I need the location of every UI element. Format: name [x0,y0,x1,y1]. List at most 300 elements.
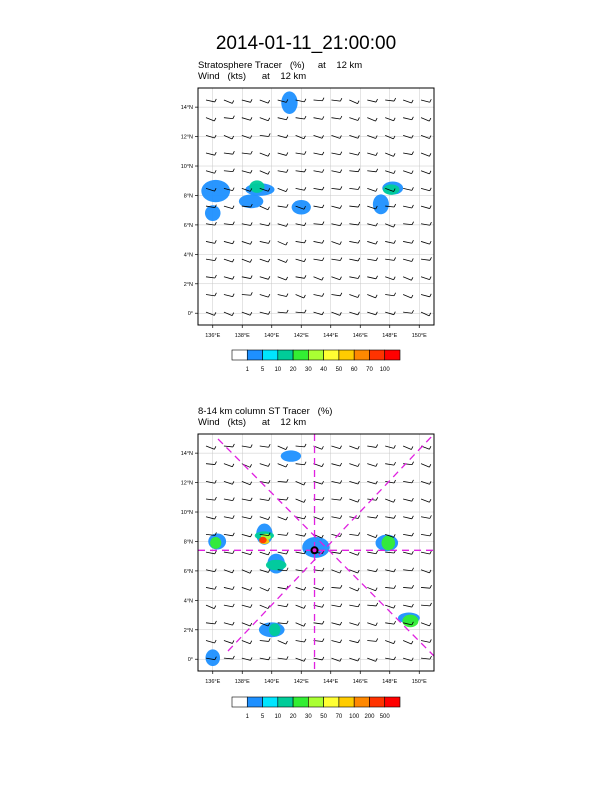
wind-barb [421,312,429,316]
wind-barb-flag [430,188,432,191]
wind-barb-flag [394,462,396,465]
wind-barb-flag [322,152,324,155]
wind-barb-flag [340,515,342,518]
wind-barb [260,552,269,555]
wind-barb-flag [429,570,431,573]
wind-barb [421,570,429,573]
wind-barb-flag [340,152,342,155]
wind-barb-flag [394,277,396,280]
wind-barb-flag [250,241,252,244]
wind-barb [349,534,358,535]
wind-barb-flag [305,151,307,154]
wind-barb-flag [286,277,288,280]
wind-barb-flag [286,517,288,520]
wind-barb [206,640,215,643]
lat-tick-label: 8°N [183,539,193,546]
lat-tick-label: 6°N [183,222,193,229]
wind-barb [296,135,304,138]
wind-barb [331,640,340,642]
wind-barb [367,605,376,606]
wind-barb [206,312,214,315]
wind-barb [206,517,215,519]
wind-barb-flag [233,444,235,447]
wind-barb-flag [376,241,378,244]
colorbar-label: 20 [289,367,297,373]
wind-barb-flag [268,517,270,520]
wind-barb [242,534,251,536]
wind-barb-flag [394,293,396,296]
wind-barb [367,118,375,121]
wind-barb-flag [322,497,324,500]
wind-barb [403,100,411,103]
wind-barb [385,100,394,101]
wind-barb-flag [268,207,270,210]
wind-barb [403,552,412,554]
wind-barb-flag [358,552,360,555]
wind-barb [224,517,233,519]
wind-barb-flag [358,570,360,573]
wind-barb [260,499,269,500]
wind-barb-flag [430,257,432,260]
wind-barb-flag [430,585,432,588]
wind-barb-flag [268,259,270,262]
wind-barb [403,277,411,280]
wind-barb-flag [268,276,270,279]
wind-barb-flag [340,534,342,537]
wind-barb [385,277,394,280]
wind-barb-flag [412,604,414,607]
wind-barb [296,552,305,554]
map-panel-1 [181,88,434,339]
wind-barb [367,640,376,641]
colorbar-swatch [385,697,400,707]
lon-tick-label: 146°E [352,679,368,685]
wind-barb-flag [412,187,414,190]
wind-barb-flag [430,294,432,297]
main-title: 2014-01-11_21:00:00 [215,33,397,54]
colorbar-swatch [324,350,339,360]
colorbar-swatch [232,350,247,360]
wind-barb-flag [233,586,235,589]
wind-barb [331,312,339,315]
wind-barb-flag [250,641,252,644]
wind-barb-flag [411,295,413,298]
wind-barb-flag [286,117,288,120]
wind-barb-flag [376,588,378,591]
wind-barb [349,294,357,297]
wind-barb-flag [269,223,271,226]
tracer-contour [266,560,287,570]
wind-barb [331,570,339,573]
colorbar-swatch [339,697,354,707]
wind-barb [314,294,323,296]
wind-barb-flag [358,186,360,189]
wind-barb [206,259,215,260]
wind-barb [278,118,287,120]
wind-barb [421,552,430,554]
wind-barb [242,294,251,295]
wind-barb [242,446,251,448]
wind-barb [260,517,269,520]
wind-barb-flag [286,260,288,263]
wind-barb [331,153,340,155]
wind-barb [403,153,412,155]
wind-barb-flag [340,98,342,101]
tracer-contour [382,536,396,551]
wind-barb [296,312,305,313]
wind-barb [206,464,215,465]
wind-barb [403,534,412,536]
wind-barb-flag [376,153,378,156]
wind-barb-flag [322,568,324,571]
wind-barb-flag [412,240,414,243]
wind-barb-flag [358,658,360,661]
wind-barb-flag [233,116,235,119]
wind-barb-flag [304,240,306,243]
wind-barb [349,277,358,279]
wind-barb-flag [250,587,252,590]
wind-barb [224,623,233,625]
wind-barb [296,464,305,465]
wind-barb-flag [358,275,360,278]
wind-barb-flag [233,241,235,244]
wind-barb-flag [268,588,270,591]
wind-barb [331,171,340,173]
wind-barb-flag [429,464,431,467]
wind-barb-flag [304,516,306,519]
wind-barb [206,241,215,243]
wind-barb [367,312,376,315]
wind-barb-flag [322,222,324,225]
colorbar-1 [232,350,400,373]
wind-barb-flag [322,464,324,467]
wind-barb [421,277,430,280]
wind-barb [421,100,430,102]
lat-tick-label: 8°N [183,193,193,200]
wind-barb [260,206,268,210]
wind-barb-flag [376,169,378,172]
wind-barb [278,623,287,624]
wind-barb-flag [251,276,253,279]
wind-barb-flag [215,275,217,278]
wind-barb [385,224,393,227]
wind-barb-flag [268,100,270,103]
wind-barb [349,658,358,661]
wind-barb-flag [358,588,360,591]
wind-barb [278,206,287,207]
wind-barb [385,552,394,553]
wind-barb [331,623,340,625]
wind-barb-flag [322,277,324,280]
wind-barb [242,481,250,484]
wind-barb [367,188,375,191]
colorbar-label: 5 [260,367,265,373]
colorbar-swatch [339,350,354,360]
wind-barb-flag [304,116,306,119]
wind-barb-flag [429,499,431,502]
wind-barb [206,552,215,554]
wind-barb [260,605,268,608]
wind-barb-flag [251,498,253,501]
wind-barb [260,259,269,262]
wind-barb-flag [376,223,378,226]
wind-barb [403,241,412,243]
colorbar-label: 200 [364,714,375,720]
lon-tick-label: 144°E [323,679,339,685]
wind-barb [224,153,233,154]
wind-barb-flag [376,295,378,298]
colorbar-label: 20 [289,714,297,720]
wind-barb [367,464,376,467]
colorbar-swatch [385,350,400,360]
wind-barb-flag [286,641,288,644]
lon-tick-label: 140°E [264,679,280,685]
wind-barb [296,171,305,172]
colorbar-label: 10 [274,714,282,720]
wind-barb [242,499,251,501]
wind-barb-flag [214,446,216,449]
wind-barb-flag [394,118,396,121]
wind-barb-flag [214,606,216,609]
wind-barb [349,446,357,449]
wind-barb-flag [358,117,360,120]
wind-barb [242,587,251,590]
colorbar-swatch [263,697,278,707]
wind-barb [349,259,358,261]
wind-barb [278,446,286,450]
wind-barb [349,640,358,642]
wind-barb-flag [251,170,253,173]
tracer-contour [281,91,297,114]
colorbar-swatch [232,697,247,707]
wind-barb-flag [358,604,360,607]
wind-barb [421,188,430,190]
wind-barb [349,188,358,189]
wind-barb [421,605,430,606]
lon-tick-label: 142°E [293,679,309,685]
wind-barb [224,552,233,553]
wind-barb-flag [358,463,360,466]
lat-tick-label: 10°N [180,164,193,171]
lon-tick-label: 138°E [234,333,250,339]
wind-barb [242,241,251,244]
wind-barb-flag [394,585,396,588]
wind-barb [349,605,358,607]
wind-barb-flag [287,532,289,535]
panel1-title-line2: Wind (kts) at 12 km [198,71,307,82]
wind-barb [367,623,376,626]
lat-tick-label: 12°N [180,480,193,487]
wind-barb-flag [250,482,252,485]
wind-barb [278,312,287,313]
wind-barbs [206,98,431,316]
wind-barb-flag [340,116,342,119]
wind-barb [331,294,340,295]
wind-barb [403,517,412,519]
storm-center-dot [313,548,317,552]
wind-barb-flag [376,658,378,661]
colorbar-swatch [308,350,323,360]
wind-barb-flag [429,118,431,121]
wind-barb-flag [232,570,234,573]
wind-barb [224,499,233,501]
wind-barb-flag [322,240,324,243]
wind-barb-flag [411,446,413,449]
wind-barb [224,241,233,243]
wind-barb-flag [251,445,253,448]
wind-barb-flag [269,638,271,641]
wind-barb-flag [215,293,217,296]
wind-barb [242,224,251,226]
wind-barb [206,100,215,102]
wind-barb [314,241,323,243]
wind-barb-flag [340,277,342,280]
wind-barb-flag [286,464,288,467]
wind-barb [242,552,251,555]
wind-barb-flag [233,222,235,225]
colorbar-label: 50 [335,367,343,373]
tracer-contour [281,450,301,461]
wind-barb-flag [376,444,378,447]
wind-barb [367,658,375,661]
wind-barb-flag [304,187,306,190]
wind-barb [385,171,394,174]
wind-barb [331,277,340,280]
wind-barb-flag [376,497,378,500]
wind-barb [349,171,358,172]
wind-barb-flag [233,604,235,607]
colorbar-swatch [369,350,384,360]
wind-barb [367,534,375,537]
wind-barb-flag [233,622,235,625]
wind-barb [349,153,358,155]
tracer-contour [269,623,280,636]
colorbar-swatch [354,697,369,707]
wind-barb-flag [250,312,252,315]
lon-tick-label: 144°E [323,333,339,339]
wind-barb-flag [232,464,234,467]
wind-barb [314,171,323,173]
wind-barb-flag [394,240,396,243]
wind-barb-flag [287,656,289,659]
colorbar-label: 70 [366,367,373,373]
wind-barb-flag [412,222,414,225]
wind-barb-flag [304,658,306,661]
wind-barb [206,587,215,589]
wind-barb-flag [394,445,396,448]
lat-tick-label: 12°N [180,134,193,141]
wind-barb [367,294,375,297]
wind-barb [260,100,268,103]
wind-barb [296,658,304,661]
tracer-contour [205,649,220,666]
wind-barb [242,312,250,315]
wind-barb-flag [304,275,306,278]
wind-barb [421,499,429,502]
wind-barb [314,587,323,590]
wind-barb [296,118,305,119]
wind-barb-flag [322,116,324,119]
wind-barb [278,481,287,482]
wind-barb [224,135,232,139]
wind-barb [367,259,376,261]
wind-barb-flag [233,656,235,659]
wind-barb-flag [287,621,289,624]
wind-barb-flag [429,135,431,138]
wind-barb [331,517,340,519]
panel2-title-line2: Wind (kts) at 12 km [198,417,307,428]
wind-barb-flag [430,639,432,642]
wind-barb [242,623,250,626]
wind-barb-flag [250,135,252,138]
wind-barb [278,464,286,467]
wind-barb [331,552,340,553]
wind-barb [296,277,305,279]
wind-barb [331,464,340,466]
wind-barb-flag [394,204,396,207]
wind-barb-flag [412,568,414,571]
wind-barb-flag [233,533,235,536]
wind-barb-flag [430,533,432,536]
wind-barb-flag [340,622,342,625]
lon-tick-label: 148°E [382,679,398,685]
wind-barb [242,259,250,262]
wind-barb-flag [340,463,342,466]
wind-barb [242,153,251,154]
wind-barb-flag [268,294,270,297]
wind-barb [260,171,268,175]
wind-barb [385,499,393,502]
wind-barb [314,153,323,155]
wind-barb [421,171,429,174]
wind-barb-flag [268,153,270,156]
wind-barbs [206,444,432,661]
colorbar-swatch [293,350,308,360]
wind-barb [349,552,357,555]
wind-barb [421,640,430,642]
wind-barb [224,294,233,296]
wind-barb-flag [251,534,253,537]
wind-barb-flag [412,310,414,313]
wind-barb-flag [358,204,360,207]
wind-barb [260,446,269,447]
tracer-contour [201,180,230,202]
panel2-title-line1: 8-14 km column ST Tracer (%) [198,406,333,417]
wind-barb-flag [233,188,235,191]
wind-barb-flag [250,552,252,555]
wind-barb-flag [322,293,324,296]
wind-barb-flag [304,295,306,298]
wind-barb [367,552,376,554]
wind-barb [206,277,215,278]
wind-barb-flag [251,604,253,607]
colorbar-swatch [278,350,293,360]
wind-barb-flag [287,169,289,172]
wind-barb-flag [340,640,342,643]
wind-barb-flag [412,516,414,519]
wind-barb [278,171,287,173]
wind-barb [296,640,305,641]
wind-barb-flag [304,136,306,139]
wind-barb-flag [304,499,306,502]
wind-barb-flag [358,240,360,243]
wind-barb [367,153,376,155]
wind-barb-flag [268,171,270,174]
wind-barb-flag [304,587,306,590]
colorbar-swatch [247,697,262,707]
wind-barb [242,171,251,173]
wind-barb [367,446,376,447]
